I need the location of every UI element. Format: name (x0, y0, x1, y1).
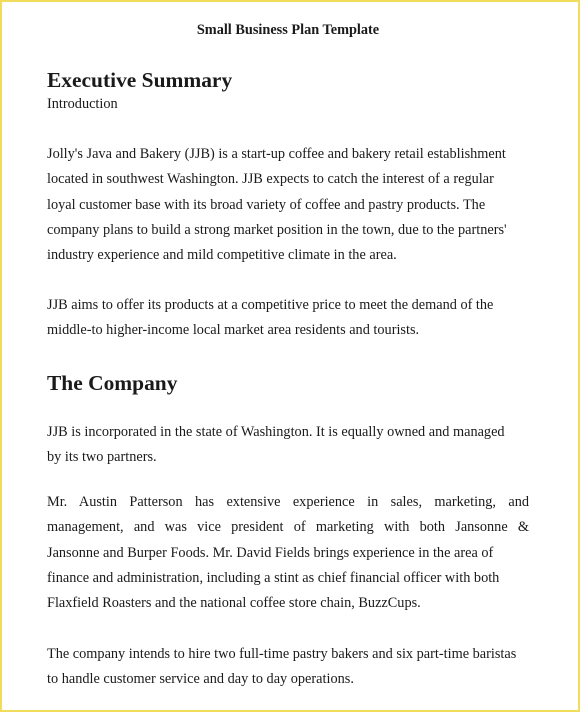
text-line: Jolly's Java and Bakery (JJB) is a start-up coffee and bakery retail establishment (47, 146, 506, 162)
introduction-subheading: Introduction (47, 96, 118, 112)
text-line: Flaxfield Roasters and the national coffee store chain, BuzzCups. (47, 595, 421, 612)
text-line: Mr. Austin Patterson has extensive experience in sales, marketing, and (47, 494, 529, 510)
text-line: The company intends to hire two full-time pastry bakers and six part-time baristas (47, 646, 517, 662)
company-paragraph-1 (47, 420, 529, 471)
executive-summary-heading: Executive Summary (47, 68, 233, 92)
text-line: Jansonne and Burper Foods. Mr. David Fields brings experience in the area of (47, 544, 494, 561)
introduction-paragraph-2 (47, 293, 529, 344)
text-line: loyal customer base with its broad variety of coffee and pastry products. The (47, 196, 486, 213)
text-line: by its two partners. (47, 449, 157, 466)
text-line: management, and was vice president of marketing with both Jansonne & (47, 519, 529, 536)
company-paragraph-3 (47, 642, 529, 693)
company-paragraph-2 (47, 490, 529, 616)
text-line: industry experience and mild competitive climate in the area. (47, 247, 397, 264)
text-line: JJB is incorporated in the state of Washington. It is equally owned and managed (47, 424, 505, 440)
text-line: located in southwest Washington. JJB expects to catch the interest of a regular (47, 171, 494, 188)
text-line: middle-to higher-income local market area residents and tourists. (47, 322, 420, 339)
text-line: company plans to build a strong market position in the town, due to the partners' (47, 221, 507, 238)
introduction-paragraph-1 (47, 142, 529, 268)
text-line: finance and administration, including a stint as chief financial officer with both (47, 569, 500, 586)
the-company-heading: The Company (47, 371, 178, 395)
text-line: JJB aims to offer its products at a competitive price to meet the demand of the (47, 297, 494, 313)
text-line: to handle customer service and day to day operations. (47, 671, 354, 688)
document-title: Small Business Plan Template (196, 22, 380, 38)
